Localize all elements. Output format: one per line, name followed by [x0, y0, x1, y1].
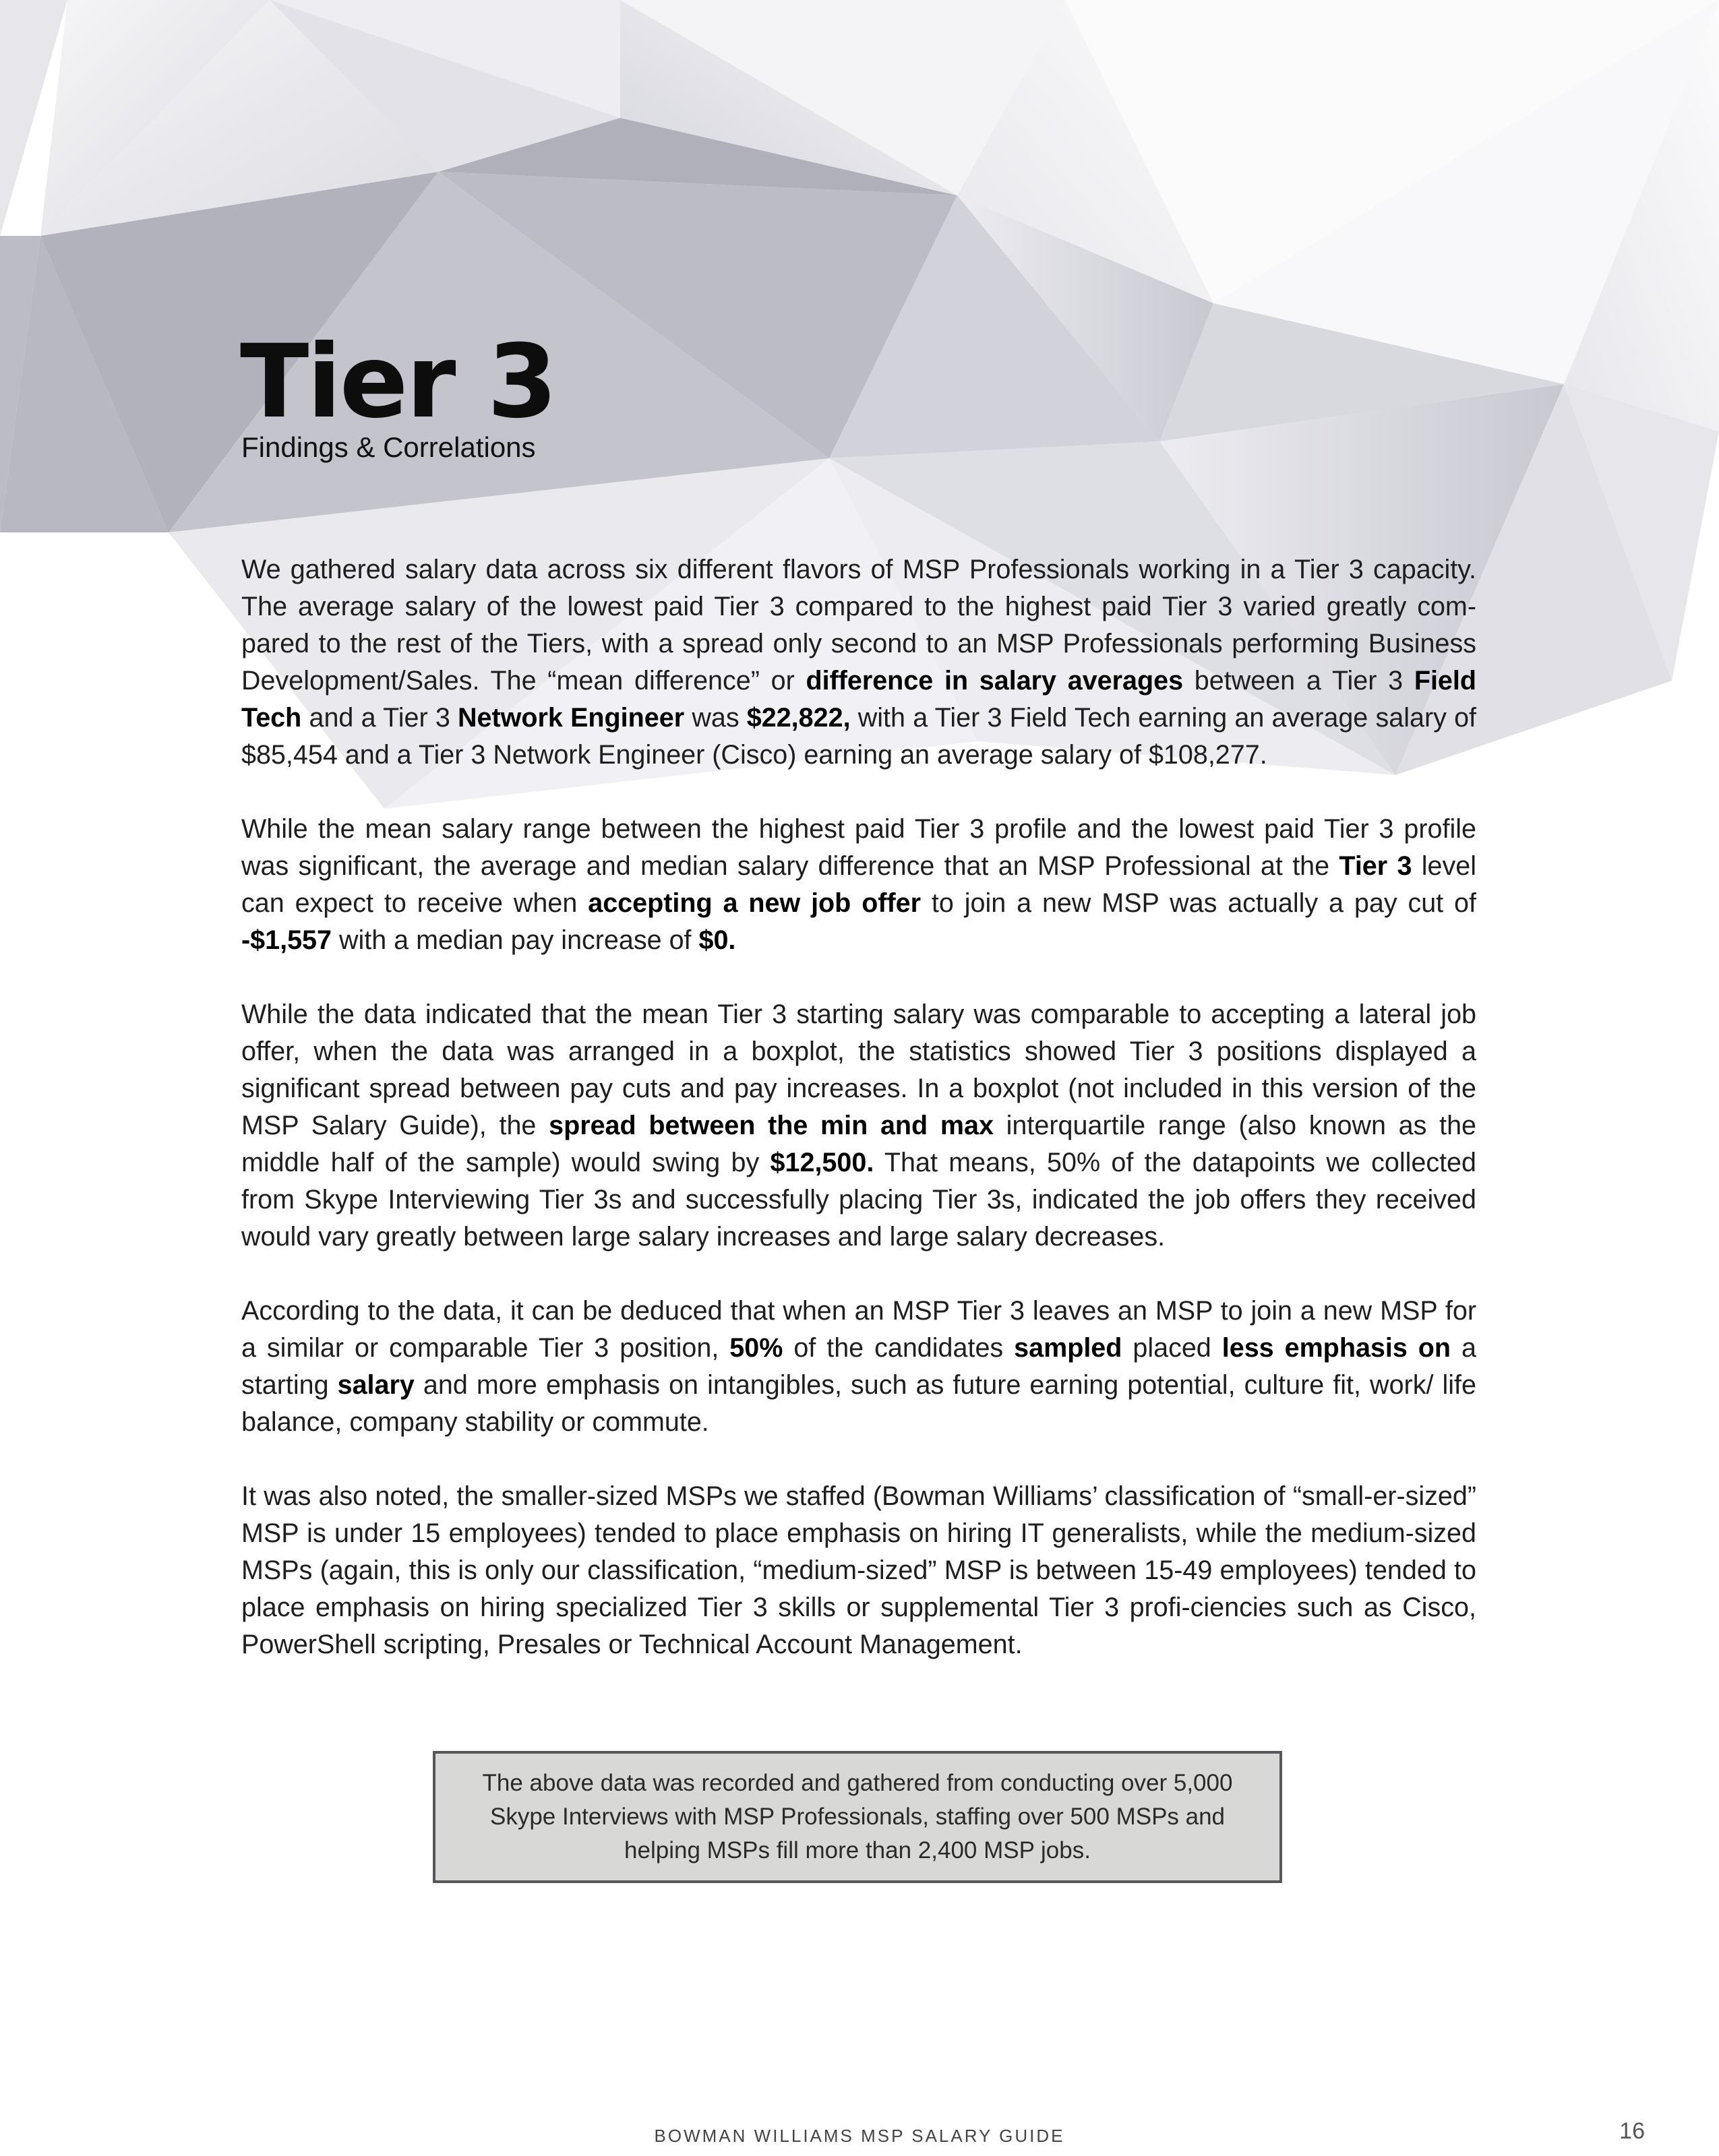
page-number: 16	[1619, 2118, 1645, 2144]
page-subtitle: Findings & Correlations	[241, 431, 536, 463]
paragraph: We gathered salary data across six different flavors of MSP Professionals working in a Tier 3 capacity. The average salary of the lowest paid Tier 3 compared to the highest paid Tier 3 varied greatly com-pared to the rest of the Tiers, with a spread only second to an MSP Professionals performing Business Development/Sales. The “mean difference” or difference in salary averages between a Tier 3 Field Tech and a Tier 3 Network Engineer was $22,822, with a Tier 3 Field Tech earning an average salary of $85,454 and a Tier 3 Network Engineer (Cisco) earning an average salary of $108,277.	[241, 555, 1477, 770]
page-title: Tier 3	[240, 324, 556, 441]
data-source-note-box	[433, 1751, 1282, 1883]
paragraph: While the data indicated that the mean Tier 3 starting salary was comparable to accepting a lateral job offer, when the data was arranged in a boxplot, the statistics showed Tier 3 positions displayed a significant spread between pay cuts and pay increases. In a boxplot (not included in this version of the MSP Salary Guide), the spread between the min and max interquartile range (also known as the middle half of the sample) would swing by $12,500. That means, 50% of the datapoints we collected from Skype Interviewing Tier 3s and successfully placing Tier 3s, indicated the job offers they received would vary greatly between large salary increases and large salary decreases.	[241, 999, 1477, 1252]
data-source-note-text: The above data was recorded and gathered from conducting over 5,000 Skype Interviews with MSP Professionals, staffing over 500 MSPs and helping MSPs fill more than 2,400 MSP jobs.	[482, 1770, 1233, 1864]
footer-guide-label: BOWMAN WILLIAMS MSP SALARY GUIDE	[654, 2126, 1065, 2146]
paragraph: According to the data, it can be deduced that when an MSP Tier 3 leaves an MSP to join a new MSP for a similar or comparable Tier 3 position, 50% of the candidates sampled placed less emphasis on a starting salary and more emphasis on intangibles, such as future earning potential, culture fit, work/ life balance, company stability or commute.	[241, 1296, 1476, 1437]
paragraph: It was also noted, the smaller-sized MSPs we staffed (Bowman Williams’ classification of “small-er-sized” MSP is under 15 employees) tended to place emphasis on hiring IT generalists, while the medium-sized MSPs (again, this is only our classification, “medium-sized” MSP is between 15-49 employees) tended to place emphasis on hiring specialized Tier 3 skills or supplemental Tier 3 profi-ciencies such as Cisco, PowerShell scripting, Presales or Technical Account Management.	[241, 1481, 1476, 1659]
paragraph: While the mean salary range between the highest paid Tier 3 profile and the lowest paid Tier 3 profile was significant, the average and median salary difference that an MSP Professional at the Tier 3 level can expect to receive when accepting a new job offer to join a new MSP was actually a pay cut of -$1,557 with a median pay increase of $0.	[241, 814, 1476, 955]
body-text	[241, 551, 1476, 1700]
